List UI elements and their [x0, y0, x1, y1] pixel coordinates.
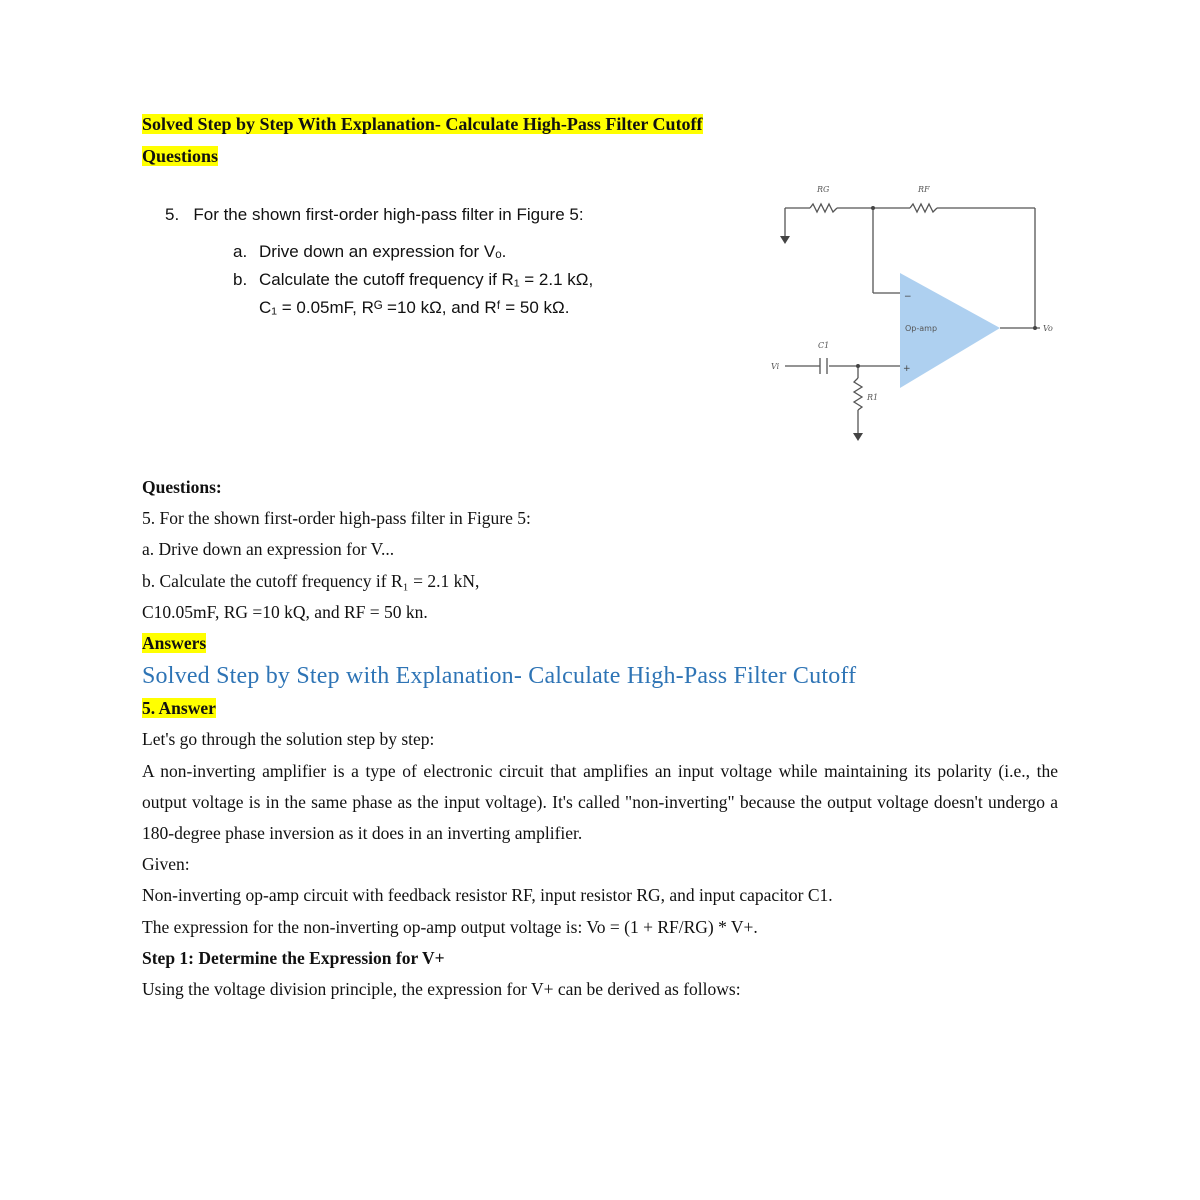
answers-label: Answers [142, 633, 207, 654]
plus-label: + [903, 364, 911, 374]
step1-heading: Step 1: Determine the Expression for V+ [142, 947, 445, 968]
questions-label: Questions [142, 146, 219, 166]
expression-text: The expression for the non-inverting op-amp output voltage is: Vo = (1 + RF/RG) * V+. [142, 916, 758, 937]
part-b [233, 266, 593, 294]
page-title: Solved Step by Step With Explanation- Calculate High-Pass Filter Cutoff [142, 114, 703, 134]
ground-icon-r1 [853, 433, 863, 441]
part-a [233, 238, 593, 266]
rg-label: RG [817, 185, 830, 194]
part-a-label: a. [233, 242, 248, 261]
vi-label: Vi [771, 362, 780, 371]
answers-heading: Solved Step by Step with Explanation- Calculate High-Pass Filter Cutoff [142, 663, 857, 690]
answer-paragraph: A non-inverting amplifier is a type of electronic circuit that amplifies an input voltage while maintaining its polarity (i.e., the output voltage is in the same phase as the input voltage). It's called "non-inverting" because the output voltage doesn't undergo a 180-degree phase inversion as it does in an inverting amplifier. [142, 760, 1058, 844]
part-a-text: Drive down an expression for Vₒ. [259, 242, 507, 261]
part-b-text-1: Calculate the cutoff frequency if R₁ = 2.1 kΩ, [259, 270, 594, 289]
title-block [142, 108, 703, 172]
answer-intro: Let's go through the solution step by step: [142, 729, 435, 750]
rf-resistor [910, 204, 937, 212]
problem-main [165, 200, 593, 230]
question-line-2: a. Drive down an expression for V... [142, 539, 395, 560]
question-line-4: C10.05mF, RG =10 kQ, and RF = 50 kn. [142, 601, 428, 622]
r1-label: R1 [867, 393, 879, 402]
problem-statement [165, 200, 593, 322]
rf-label: RF [918, 185, 930, 194]
given-text: Non-inverting op-amp circuit with feedback resistor RF, input resistor RG, and input capacitor C1. [142, 885, 833, 906]
questions-heading: Questions: [142, 477, 222, 497]
question-line-1: 5. For the shown first-order high-pass filter in Figure 5: [142, 508, 531, 529]
minus-label: − [904, 292, 912, 302]
problem-text: For the shown first-order high-pass filter in Figure 5: [193, 205, 584, 224]
r1-resistor [854, 378, 862, 410]
step1-text: Using the voltage division principle, the expression for V+ can be derived as follows: [142, 979, 741, 1000]
part-b-text-2: C₁ = 0.05mF, Rᴳ =10 kΩ, and Rᶠ = 50 kΩ. [259, 298, 570, 317]
question-line-3: b. Calculate the cutoff frequency if R₁ = 2.1 kN, [142, 570, 480, 591]
opamp-label: Op-amp [905, 324, 938, 333]
problem-number: 5. [165, 205, 180, 224]
answer-label: 5. Answer [142, 698, 216, 719]
part-b-cont [233, 294, 593, 322]
rg-resistor [810, 204, 837, 212]
part-b-label: b. [233, 270, 248, 289]
c1-label: C1 [818, 341, 830, 350]
given-label: Given: [142, 854, 190, 875]
ground-icon [780, 236, 790, 244]
circuit-figure [755, 178, 1065, 468]
body-text [142, 472, 1058, 1005]
vo-label: Vo [1043, 324, 1053, 333]
